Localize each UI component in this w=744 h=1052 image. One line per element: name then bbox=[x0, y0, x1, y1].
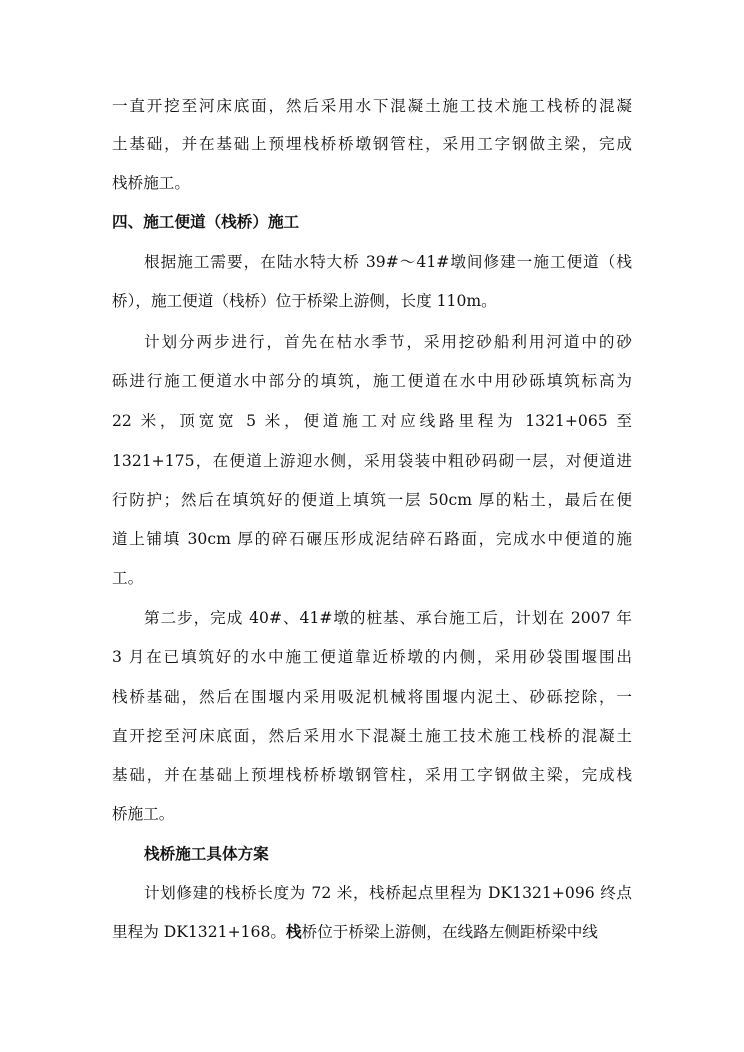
text-line: 道上铺填 30cm 厚的碎石碾压形成泥结碎石路面，完成水中便道的施 bbox=[112, 530, 632, 548]
text-line: 栈桥基础，然后在围堰内采用吸泥机械将围堰内泥土、砂砾挖除，一 bbox=[112, 688, 632, 706]
paragraph-start-line: 根据施工需要，在陆水特大桥 39#～41#墩间修建一施工便道（栈 bbox=[144, 253, 632, 271]
paragraph-start-line: 计划分两步进行，首先在枯水季节，采用挖砂船利用河道中的砂 bbox=[144, 333, 632, 351]
text-line: 基础，并在基础上预埋栈桥桥墩钢管柱，采用工字钢做主梁，完成栈 bbox=[112, 766, 632, 784]
bold-text-span: 栈 bbox=[286, 922, 302, 941]
text-line: 1321+175，在便道上游迎水侧，采用袋装中粗砂码砌一层，对便道进 bbox=[112, 452, 632, 470]
paragraph-start-line: 第二步，完成 40#、41#墩的桩基、承台施工后，计划在 2007 年 bbox=[144, 609, 632, 627]
text-line: 工。 bbox=[112, 569, 144, 587]
text-span: 桥位于桥梁上游侧，在线路左侧距桥梁中线 bbox=[301, 923, 598, 941]
text-line: 栈桥施工。 bbox=[112, 174, 190, 192]
paragraph-start-line: 计划修建的栈桥长度为 72 米，栈桥起点里程为 DK1321+096 终点 bbox=[144, 884, 632, 902]
text-span: 里程为 DK1321+168。 bbox=[112, 923, 286, 941]
subsection-heading: 栈桥施工具体方案 bbox=[144, 844, 269, 863]
text-line: 3 月在已填筑好的水中施工便道靠近桥墩的内侧，采用砂袋围堰围出 bbox=[112, 648, 632, 666]
section-heading: 四、施工便道（栈桥）施工 bbox=[112, 212, 300, 231]
text-line bbox=[112, 920, 598, 944]
text-line: 一直开挖至河床底面，然后采用水下混凝土施工技术施工栈桥的混凝 bbox=[112, 97, 632, 115]
text-line: 桥），施工便道（栈桥）位于桥梁上游侧，长度 110m。 bbox=[112, 292, 497, 310]
text-line: 土基础，并在基础上预埋栈桥桥墩钢管柱，采用工字钢做主梁，完成 bbox=[112, 135, 632, 153]
text-line: 砾进行施工便道水中部分的填筑，施工便道在水中用砂砾填筑标高为 bbox=[112, 372, 632, 390]
text-line: 22 米，顶宽宽 5 米，便道施工对应线路里程为 1321+065 至 bbox=[112, 412, 632, 430]
text-line: 直开挖至河床底面，然后采用水下混凝土施工技术施工栈桥的混凝土 bbox=[112, 727, 632, 745]
text-line: 行防护；然后在填筑好的便道上填筑一层 50cm 厚的粘土，最后在便 bbox=[112, 491, 632, 509]
text-line: 桥施工。 bbox=[112, 805, 175, 823]
